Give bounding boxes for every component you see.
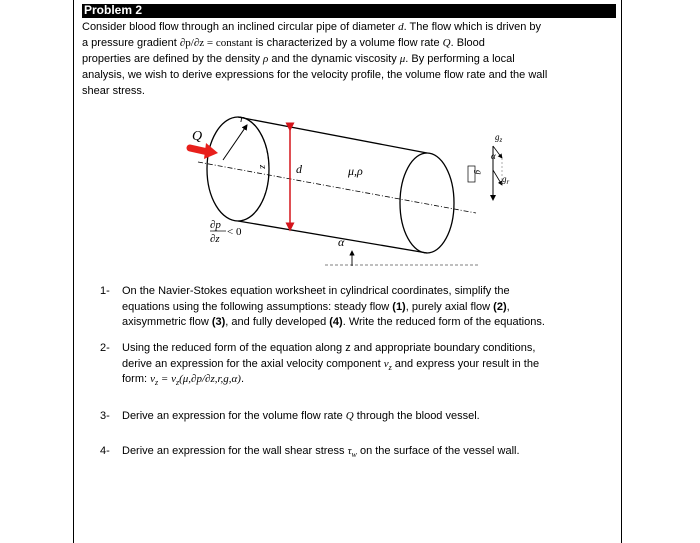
gradient-relation: < 0: [227, 226, 242, 238]
pipe-centerline: [198, 162, 476, 213]
velocity-form-formula: $v_z = v_z(\mu,\partial p/\partial z,r,g,\alpha)$: [150, 373, 241, 388]
flow-arrow-head: [204, 143, 218, 159]
gravity-total-label: g: [474, 170, 484, 175]
gradient-numerator: ∂p: [210, 219, 221, 231]
title-bar: [82, 4, 616, 18]
problem-statement: [82, 19, 616, 99]
fluid-properties-label: μ,ρ: [348, 164, 363, 178]
g-label-box: [468, 166, 475, 182]
intro-line-4: analysis, we wish to derive expressions for the velocity profile, the volume flow rate and the wall: [82, 69, 548, 81]
gravity-inset: [468, 146, 502, 200]
pipe-outlet-ellipse: [400, 153, 454, 253]
intro-line-3: properties are defined by the density ρ and the dynamic viscosity μ. By performing a local: [82, 53, 515, 65]
gravity-r-component-arrow: [493, 170, 502, 185]
intro-line-1: Consider blood flow through an inclined circular pipe of diameter d. The flow which is driven by: [82, 21, 541, 33]
inclined-pipe-diagram: [180, 110, 520, 280]
document-page: Problem 2 Consider blood flow through an inclined circular pipe of diameter d. The flow which is driven by a pressure gradient ∂p/∂z = constant is characterized by a volume flow rate Q. Blood properties are defined by the density ρ and the dynamic viscosity μ. By performing a local analysis, we wish to derive expressions for the velocity profile, the volume flow rate and the wall shear stress. Q r z d μ,ρ α ∂p ∂z < 0 g $g_z$ α $g_r$ 1- On the Navier-Stokes equation worksheet in cylindrical coordinates, simplify the equations using the following assumptions: steady flow (1), purely axial flow (2), axisymmetric flow (3), and fully developed (4). Write the reduced form of the equations. 2- Using the reduced form of the equation along z and appropriate boundary conditions, derive an expression for the axial velocity component $v_z$ and express your result in the form: $v_z = v_z(\mu,\partial p/\partial z,r,g,\alpha)$. 3- Derive an expression for the volume flow rate Q through the blood vessel. 4- Derive an expression for the wall shear stress $\tau_w$ on the surface of the vessel wall.: [0, 0, 700, 543]
r-axis-arrow: [223, 125, 247, 160]
task-number: 3-: [100, 410, 110, 422]
gravity-r-label: $g_r$: [502, 174, 510, 186]
pipe-hidden-back-edge: [238, 117, 269, 221]
inset-angle-label: α: [491, 151, 496, 161]
page-border-left: [73, 0, 74, 543]
intro-line-2: a pressure gradient ∂p/∂z = constant is characterized by a volume flow rate Q. Blood: [82, 37, 485, 49]
flow-rate-label: Q: [192, 129, 203, 144]
problem-title: Problem 2: [84, 3, 143, 17]
gradient-denominator: ∂z: [210, 233, 220, 245]
pressure-gradient-formula: ∂p/∂z = constant: [179, 37, 253, 49]
gravity-z-label: $g_z$: [495, 132, 503, 144]
page-border-right: [621, 0, 622, 543]
angle-label: α: [338, 235, 345, 249]
pipe-bottom-wall: [238, 221, 427, 253]
task-number: 2-: [100, 342, 110, 354]
intro-line-5: shear stress.: [82, 85, 145, 97]
z-axis-label: z: [257, 165, 268, 169]
r-axis-label: r: [240, 113, 245, 125]
task-number: 1-: [100, 285, 110, 297]
task-number: 4-: [100, 445, 110, 457]
diameter-label: d: [296, 162, 302, 176]
